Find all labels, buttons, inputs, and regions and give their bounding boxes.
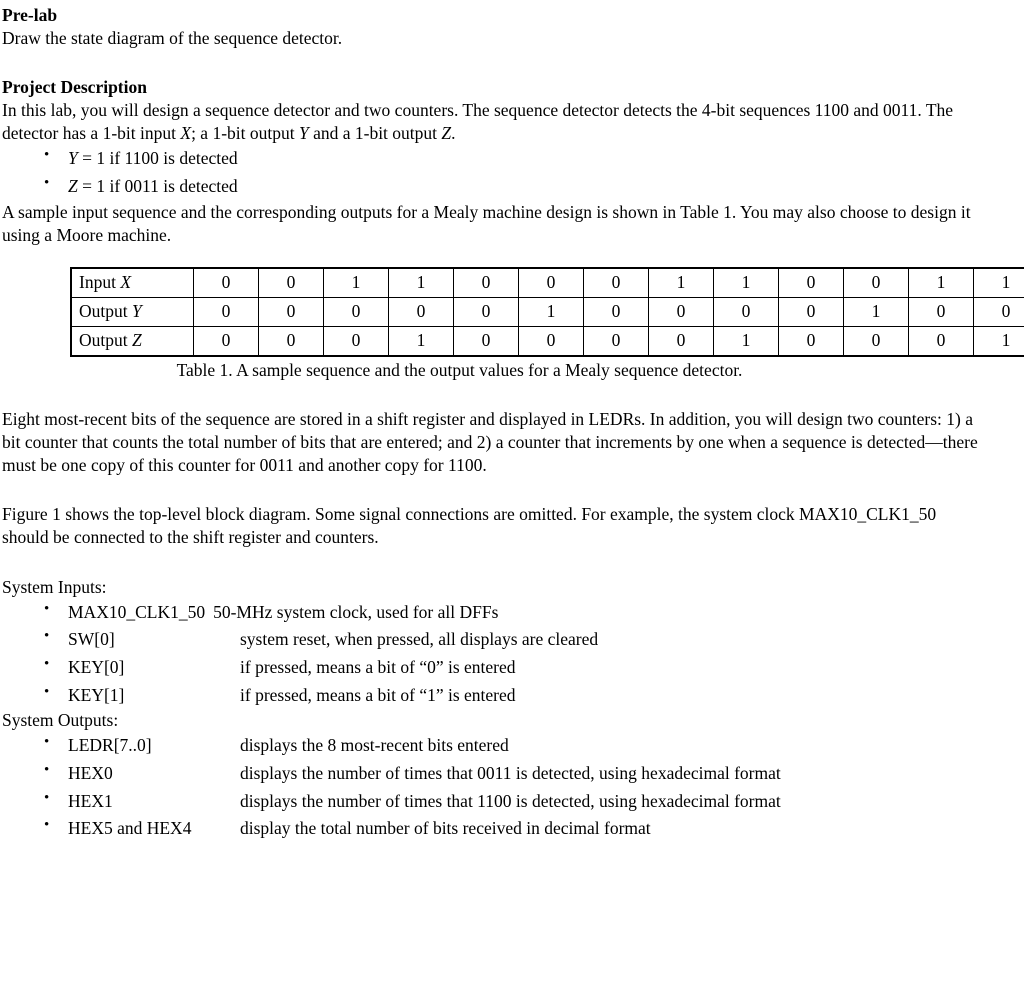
- project-description-heading: Project Description: [2, 77, 147, 98]
- output-description: displays the number of times that 1100 is detected, using hexadecimal format: [240, 790, 781, 811]
- output-description: displays the number of times that 0011 is detected, using hexadecimal format: [240, 762, 781, 783]
- row-label-prefix: Output: [79, 301, 132, 322]
- system-inputs-heading: System Inputs:: [2, 576, 107, 597]
- input-term: SW[0]: [68, 629, 115, 650]
- list-item: [2, 682, 1018, 710]
- intro-text-2: ; a 1-bit output: [191, 123, 299, 144]
- intro-text-3: and a 1-bit output: [308, 123, 442, 144]
- table-cell: 0: [844, 326, 909, 356]
- row-label-variable: X: [120, 272, 132, 293]
- output-condition-bullets: [2, 145, 1018, 200]
- row-label-variable: Z: [132, 330, 142, 351]
- list-item: [2, 760, 1018, 788]
- input-description: 50-MHz system clock, used for all DFFs: [213, 601, 499, 622]
- spacer: [2, 50, 1018, 76]
- row-label-prefix: Output: [79, 330, 132, 351]
- list-item: [2, 815, 1018, 843]
- table-cell: 1: [714, 326, 779, 356]
- input-term: KEY[0]: [68, 656, 125, 677]
- table-cell: 1: [974, 268, 1024, 298]
- bullet-text-z: = 1 if 0011 is detected: [77, 176, 238, 197]
- table-cell: 0: [194, 326, 259, 356]
- list-item: [2, 626, 1018, 654]
- shift-register-paragraph: Eight most-recent bits of the sequence are stored in a shift register and displayed in LEDRs. In addition, you will design two counters: 1) a bit counter that counts the total number of bits that are entered; and 2) a counter that increments by one when a sequence is detected—there must be one copy of this counter for 0011 and another copy for 1100.: [2, 409, 978, 476]
- spacer: [2, 477, 1018, 503]
- bullet-text-y: = 1 if 1100 is detected: [77, 148, 238, 169]
- table-cell: 0: [324, 326, 389, 356]
- table-cell: 0: [844, 268, 909, 298]
- spacer: [2, 382, 1018, 408]
- input-description: if pressed, means a bit of “1” is entered: [240, 684, 516, 705]
- table-cell: 1: [714, 268, 779, 298]
- output-term: HEX0: [68, 762, 113, 783]
- table-cell: 0: [454, 268, 519, 298]
- table-cell: 0: [779, 297, 844, 326]
- output-term: HEX5 and HEX4: [68, 818, 192, 839]
- prelab-body: Draw the state diagram of the sequence detector.: [2, 28, 343, 49]
- table-row: [71, 268, 1024, 298]
- project-description-intro: [2, 99, 987, 145]
- spacer: [2, 247, 1018, 267]
- sequence-table: [70, 267, 1024, 357]
- row-label-input-x: [71, 268, 194, 298]
- table-cell: 0: [194, 297, 259, 326]
- table-cell: 0: [584, 326, 649, 356]
- table-cell: 0: [519, 268, 584, 298]
- table-cell: 0: [714, 297, 779, 326]
- row-label-variable: Y: [132, 301, 142, 322]
- input-term: KEY[1]: [68, 684, 125, 705]
- intro-text-4: .: [451, 123, 456, 144]
- table-row: [71, 297, 1024, 326]
- table-cell: 1: [844, 297, 909, 326]
- table-row: [71, 326, 1024, 356]
- input-description: system reset, when pressed, all displays are cleared: [240, 629, 599, 650]
- table-cell: 0: [454, 297, 519, 326]
- table-cell: 0: [454, 326, 519, 356]
- list-item: [2, 788, 1018, 816]
- table-cell: 0: [519, 326, 584, 356]
- table-cell: 0: [259, 297, 324, 326]
- list-item: [2, 173, 1018, 201]
- table-cell: 1: [324, 268, 389, 298]
- row-label-output-y: [71, 297, 194, 326]
- variable-z: Z: [441, 123, 452, 144]
- row-label-prefix: Input: [79, 272, 121, 293]
- input-term: MAX10_CLK1_50: [68, 601, 206, 622]
- output-term: LEDR[7..0]: [68, 735, 152, 756]
- table-cell: 0: [779, 268, 844, 298]
- list-item: [2, 599, 1018, 627]
- variable-y: Y: [298, 123, 309, 144]
- figure-paragraph: Figure 1 shows the top-level block diagram. Some signal connections are omitted. For example, the system clock MAX10_CLK1_50 should be connected to the shift register and counters.: [2, 504, 937, 548]
- table-cell: 1: [649, 268, 714, 298]
- variable-x: X: [180, 123, 192, 144]
- table-cell: 1: [389, 268, 454, 298]
- system-outputs-heading: System Outputs:: [2, 710, 119, 731]
- row-label-output-z: [71, 326, 194, 356]
- table-cell: 0: [649, 297, 714, 326]
- table-cell: 0: [649, 326, 714, 356]
- list-item: [2, 145, 1018, 173]
- bullet-variable-z: Z: [68, 176, 78, 197]
- output-term: HEX1: [68, 790, 113, 811]
- table-cell: 1: [909, 268, 974, 298]
- table-cell: 0: [584, 297, 649, 326]
- table-cell: 0: [974, 297, 1024, 326]
- table-cell: 0: [779, 326, 844, 356]
- table-cell: 0: [259, 268, 324, 298]
- intro-text-1: In this lab, you will design a sequence detector and two counters. The sequence detector detects the 4-bit sequences 1100 and 0011. The detector has a 1-bit input: [2, 100, 954, 144]
- table-cell: 0: [324, 297, 389, 326]
- spacer: [2, 550, 1018, 576]
- list-item: [2, 732, 1018, 760]
- table-cell: 0: [584, 268, 649, 298]
- table-cell: 0: [909, 326, 974, 356]
- table-cell: 1: [519, 297, 584, 326]
- list-item: [2, 654, 1018, 682]
- output-description: displays the 8 most-recent bits entered: [240, 735, 509, 756]
- prelab-heading: Pre-lab: [2, 5, 58, 25]
- system-inputs-list: [2, 599, 1018, 710]
- table-cell: 1: [974, 326, 1024, 356]
- table-cell: 1: [389, 326, 454, 356]
- table-container: [2, 267, 1018, 357]
- table-cell: 0: [909, 297, 974, 326]
- table-cell: 0: [389, 297, 454, 326]
- input-description: if pressed, means a bit of “0” is entered: [240, 656, 516, 677]
- bullet-variable-y: Y: [68, 148, 78, 169]
- output-description: display the total number of bits received in decimal format: [240, 818, 651, 839]
- sample-sequence-note: A sample input sequence and the corresponding outputs for a Mealy machine design is shown in Table 1. You may also choose to design it using a Moore machine.: [2, 201, 971, 245]
- table-caption: Table 1. A sample sequence and the output values for a Mealy sequence detector.: [176, 359, 743, 380]
- table-cell: 0: [194, 268, 259, 298]
- system-outputs-list: [2, 732, 1018, 843]
- table-cell: 0: [259, 326, 324, 356]
